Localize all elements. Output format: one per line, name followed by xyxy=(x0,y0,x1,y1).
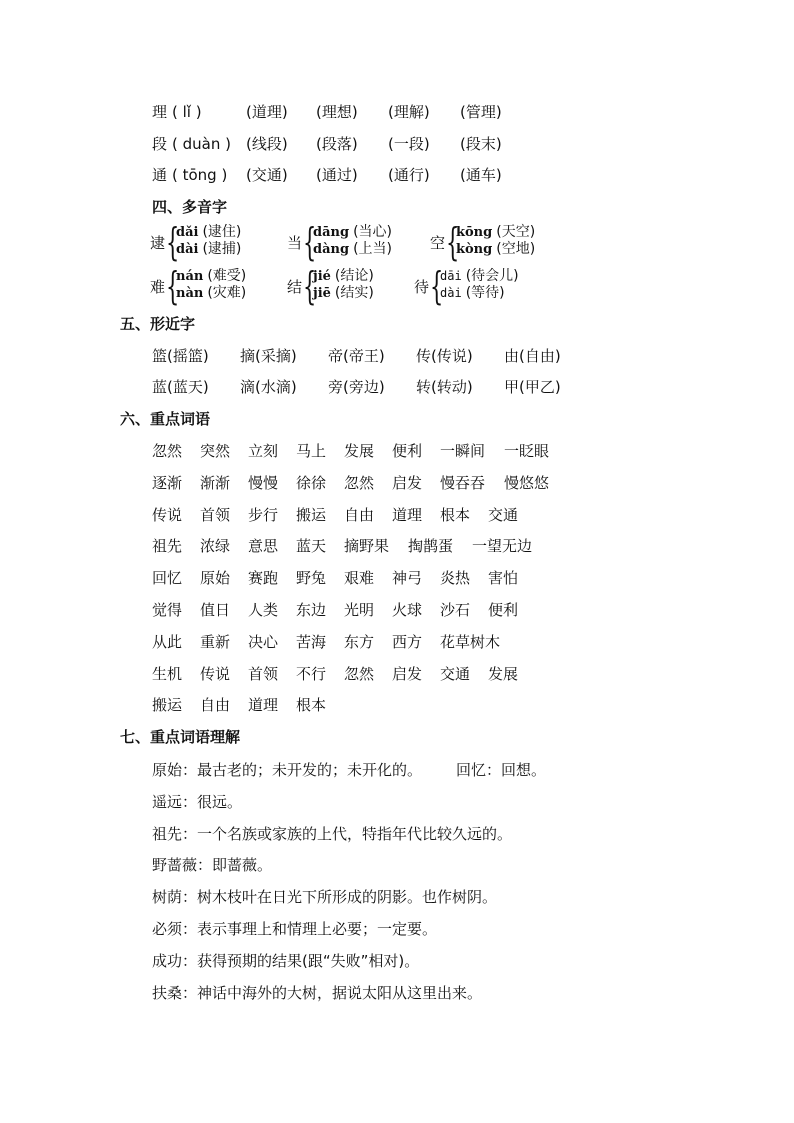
keyword-item: 野兔 xyxy=(296,569,327,587)
keyword-item: 神弓 xyxy=(392,569,423,587)
keyword-item: 赛跑 xyxy=(248,569,279,587)
keyword-item: 值日 xyxy=(200,601,231,619)
reading-line-1 xyxy=(456,224,535,241)
polyphone-char: 待 xyxy=(414,278,430,296)
polyphone-char: 结 xyxy=(287,278,303,296)
similar-char-item: 蓝(蓝天) xyxy=(152,378,209,396)
keyword-item: 生机 xyxy=(152,665,183,683)
pinyin-2: dàng xyxy=(313,242,350,257)
pinyin-2: jiē xyxy=(313,286,331,301)
reading-line-1 xyxy=(440,268,519,285)
pinyin-1: kōng xyxy=(456,225,493,240)
keyword-item: 传说 xyxy=(152,506,183,524)
word-2: (空地) xyxy=(496,241,536,257)
pinyin-2: dài xyxy=(440,286,462,300)
reading-word: (管理) xyxy=(460,103,502,121)
keyword-item: 搬运 xyxy=(152,696,183,714)
keyword-item: 掏鹊蛋 xyxy=(408,537,454,555)
keyword-item: 自由 xyxy=(344,506,375,524)
similar-char-item: 帝(帝王) xyxy=(328,347,385,365)
brace-mark: { xyxy=(303,220,317,264)
reading-line-1 xyxy=(176,268,246,285)
definition-text: 遥远：很远。 xyxy=(152,793,243,811)
polyphone-char: 当 xyxy=(287,234,303,252)
reading-word: (通行) xyxy=(388,166,430,184)
keyword-item: 渐渐 xyxy=(200,474,231,492)
polyphone-char: 逮 xyxy=(150,234,166,252)
brace-mark: { xyxy=(430,264,444,308)
reading-word: (通过) xyxy=(316,166,358,184)
brace-mark: { xyxy=(446,220,460,264)
pinyin-1: dāng xyxy=(313,225,350,240)
keyword-item: 忽然 xyxy=(344,474,375,492)
similar-char-item: 传(传说) xyxy=(416,347,473,365)
reading-word: (段末) xyxy=(460,135,502,153)
reading-word: (线段) xyxy=(246,135,288,153)
keyword-item: 沙石 xyxy=(440,601,471,619)
keyword-item: 传说 xyxy=(200,665,231,683)
keyword-item: 发展 xyxy=(344,442,375,460)
word-2: (逮捕) xyxy=(202,241,242,257)
keyword-item: 步行 xyxy=(248,506,279,524)
keyword-item: 发展 xyxy=(488,665,519,683)
keyword-item: 不行 xyxy=(296,665,327,683)
reading-word: (交通) xyxy=(246,166,288,184)
word-2: (灾难) xyxy=(207,285,247,301)
similar-char-item: 转(转动) xyxy=(416,378,473,396)
keyword-item: 东方 xyxy=(344,633,375,651)
keyword-item: 光明 xyxy=(344,601,375,619)
keyword-item: 突然 xyxy=(200,442,231,460)
keyword-item: 交通 xyxy=(488,506,519,524)
reading-line-1 xyxy=(176,224,241,241)
keyword-item: 便利 xyxy=(488,601,519,619)
keyword-item: 决心 xyxy=(248,633,279,651)
section-6-title: 六、重点词语 xyxy=(120,410,211,428)
reading-line-1 xyxy=(313,268,374,285)
brace-mark: { xyxy=(166,220,180,264)
reading-char: 通 xyxy=(152,166,168,184)
reading-line-2 xyxy=(313,285,374,302)
reading-line-2 xyxy=(313,241,392,258)
pinyin-1: nán xyxy=(176,269,204,284)
reading-word: (一段) xyxy=(388,135,430,153)
keyword-item: 交通 xyxy=(440,665,471,683)
word-2: (结实) xyxy=(334,285,374,301)
similar-char-item: 旁(旁边) xyxy=(328,378,385,396)
keyword-item: 根本 xyxy=(440,506,471,524)
keyword-item: 原始 xyxy=(200,569,231,587)
keyword-item: 徐徐 xyxy=(296,474,327,492)
definition-text: 树荫：树木枝叶在日光下所形成的阴影。也作树阴。 xyxy=(152,888,498,906)
definition-text: 成功：获得预期的结果(跟“失败”相对)。 xyxy=(152,952,420,970)
keyword-item: 便利 xyxy=(392,442,423,460)
keyword-item: 祖先 xyxy=(152,537,183,555)
pinyin-1: jié xyxy=(313,269,331,284)
keyword-item: 一瞬间 xyxy=(440,442,486,460)
keyword-item: 马上 xyxy=(296,442,327,460)
word-1: (逮住) xyxy=(202,224,242,240)
word-2: (上当) xyxy=(353,241,392,257)
keyword-item: 人类 xyxy=(248,601,279,619)
polyphone-char: 难 xyxy=(150,278,166,296)
keyword-item: 道理 xyxy=(392,506,423,524)
word-1: (难受) xyxy=(207,268,247,284)
keyword-item: 西方 xyxy=(392,633,423,651)
keyword-item: 首领 xyxy=(248,665,279,683)
similar-char-item: 篮(摇篮) xyxy=(152,347,209,365)
reading-word: (通车) xyxy=(460,166,502,184)
reading-char: 理 xyxy=(152,103,168,121)
keyword-item: 自由 xyxy=(200,696,231,714)
keyword-item: 浓绿 xyxy=(200,537,231,555)
similar-char-item: 滴(水滴) xyxy=(240,378,297,396)
reading-word: (理想) xyxy=(316,103,358,121)
reading-word: (道理) xyxy=(246,103,288,121)
pinyin-2: dài xyxy=(176,242,199,257)
reading-line-2 xyxy=(440,285,505,302)
definition-text: 原始：最古老的；未开发的；未开化的。 xyxy=(152,761,423,779)
pinyin-2: kòng xyxy=(456,242,493,257)
keyword-item: 慢悠悠 xyxy=(504,474,550,492)
reading-pinyin: ( lǐ ) xyxy=(172,103,202,121)
polyphone-char: 空 xyxy=(430,234,446,252)
keyword-item: 一望无边 xyxy=(472,537,533,555)
keyword-item: 忽然 xyxy=(344,665,375,683)
keyword-item: 慢吞吞 xyxy=(440,474,486,492)
keyword-item: 慢慢 xyxy=(248,474,279,492)
keyword-item: 炎热 xyxy=(440,569,471,587)
reading-char: 段 xyxy=(152,135,168,153)
reading-word: (理解) xyxy=(388,103,430,121)
keyword-item: 忽然 xyxy=(152,442,183,460)
word-1: (待会儿) xyxy=(465,268,519,284)
definition-text: 必须：表示事理上和情理上必要；一定要。 xyxy=(152,920,438,938)
similar-char-item: 甲(甲乙) xyxy=(504,378,561,396)
word-1: (天空) xyxy=(496,224,536,240)
word-1: (结论) xyxy=(334,268,374,284)
reading-pinyin: ( duàn ) xyxy=(172,135,231,153)
keyword-item: 花草树木 xyxy=(440,633,501,651)
definition-text: 野蔷薇：即蔷薇。 xyxy=(152,856,273,874)
pinyin-1: dǎi xyxy=(176,225,199,240)
keyword-item: 苦海 xyxy=(296,633,327,651)
keyword-item: 首领 xyxy=(200,506,231,524)
word-2: (等待) xyxy=(465,285,505,301)
section-4-title: 四、多音字 xyxy=(152,198,228,216)
pinyin-2: nàn xyxy=(176,286,204,301)
brace-mark: { xyxy=(303,264,317,308)
keyword-item: 根本 xyxy=(296,696,327,714)
definition-text: 回忆：回想。 xyxy=(456,761,547,779)
keyword-item: 立刻 xyxy=(248,442,279,460)
keyword-item: 艰难 xyxy=(344,569,375,587)
keyword-item: 回忆 xyxy=(152,569,183,587)
keyword-item: 蓝天 xyxy=(296,537,327,555)
keyword-item: 火球 xyxy=(392,601,423,619)
keyword-item: 东边 xyxy=(296,601,327,619)
keyword-item: 重新 xyxy=(200,633,231,651)
reading-line-2 xyxy=(176,241,241,258)
section-5-title: 五、形近字 xyxy=(120,315,196,333)
keyword-item: 启发 xyxy=(392,474,423,492)
keyword-item: 害怕 xyxy=(488,569,519,587)
keyword-item: 搬运 xyxy=(296,506,327,524)
reading-line-2 xyxy=(176,285,246,302)
reading-line-2 xyxy=(456,241,535,258)
keyword-item: 道理 xyxy=(248,696,279,714)
keyword-item: 从此 xyxy=(152,633,183,651)
similar-char-item: 摘(采摘) xyxy=(240,347,297,365)
pinyin-1: dāi xyxy=(440,269,462,283)
keyword-item: 逐渐 xyxy=(152,474,183,492)
reading-line-1 xyxy=(313,224,392,241)
keyword-item: 摘野果 xyxy=(344,537,390,555)
keyword-item: 觉得 xyxy=(152,601,183,619)
reading-pinyin: ( tōng ) xyxy=(172,166,228,184)
definition-text: 祖先：一个名族或家族的上代，特指年代比较久远的。 xyxy=(152,825,513,843)
word-1: (当心) xyxy=(353,224,392,240)
definition-text: 扶桑：神话中海外的大树，据说太阳从这里出来。 xyxy=(152,984,483,1002)
reading-word: (段落) xyxy=(316,135,358,153)
brace-mark: { xyxy=(166,264,180,308)
similar-char-item: 由(自由) xyxy=(504,347,561,365)
keyword-item: 一眨眼 xyxy=(504,442,550,460)
keyword-item: 意思 xyxy=(248,537,279,555)
section-7-title: 七、重点词语理解 xyxy=(120,728,241,746)
keyword-item: 启发 xyxy=(392,665,423,683)
